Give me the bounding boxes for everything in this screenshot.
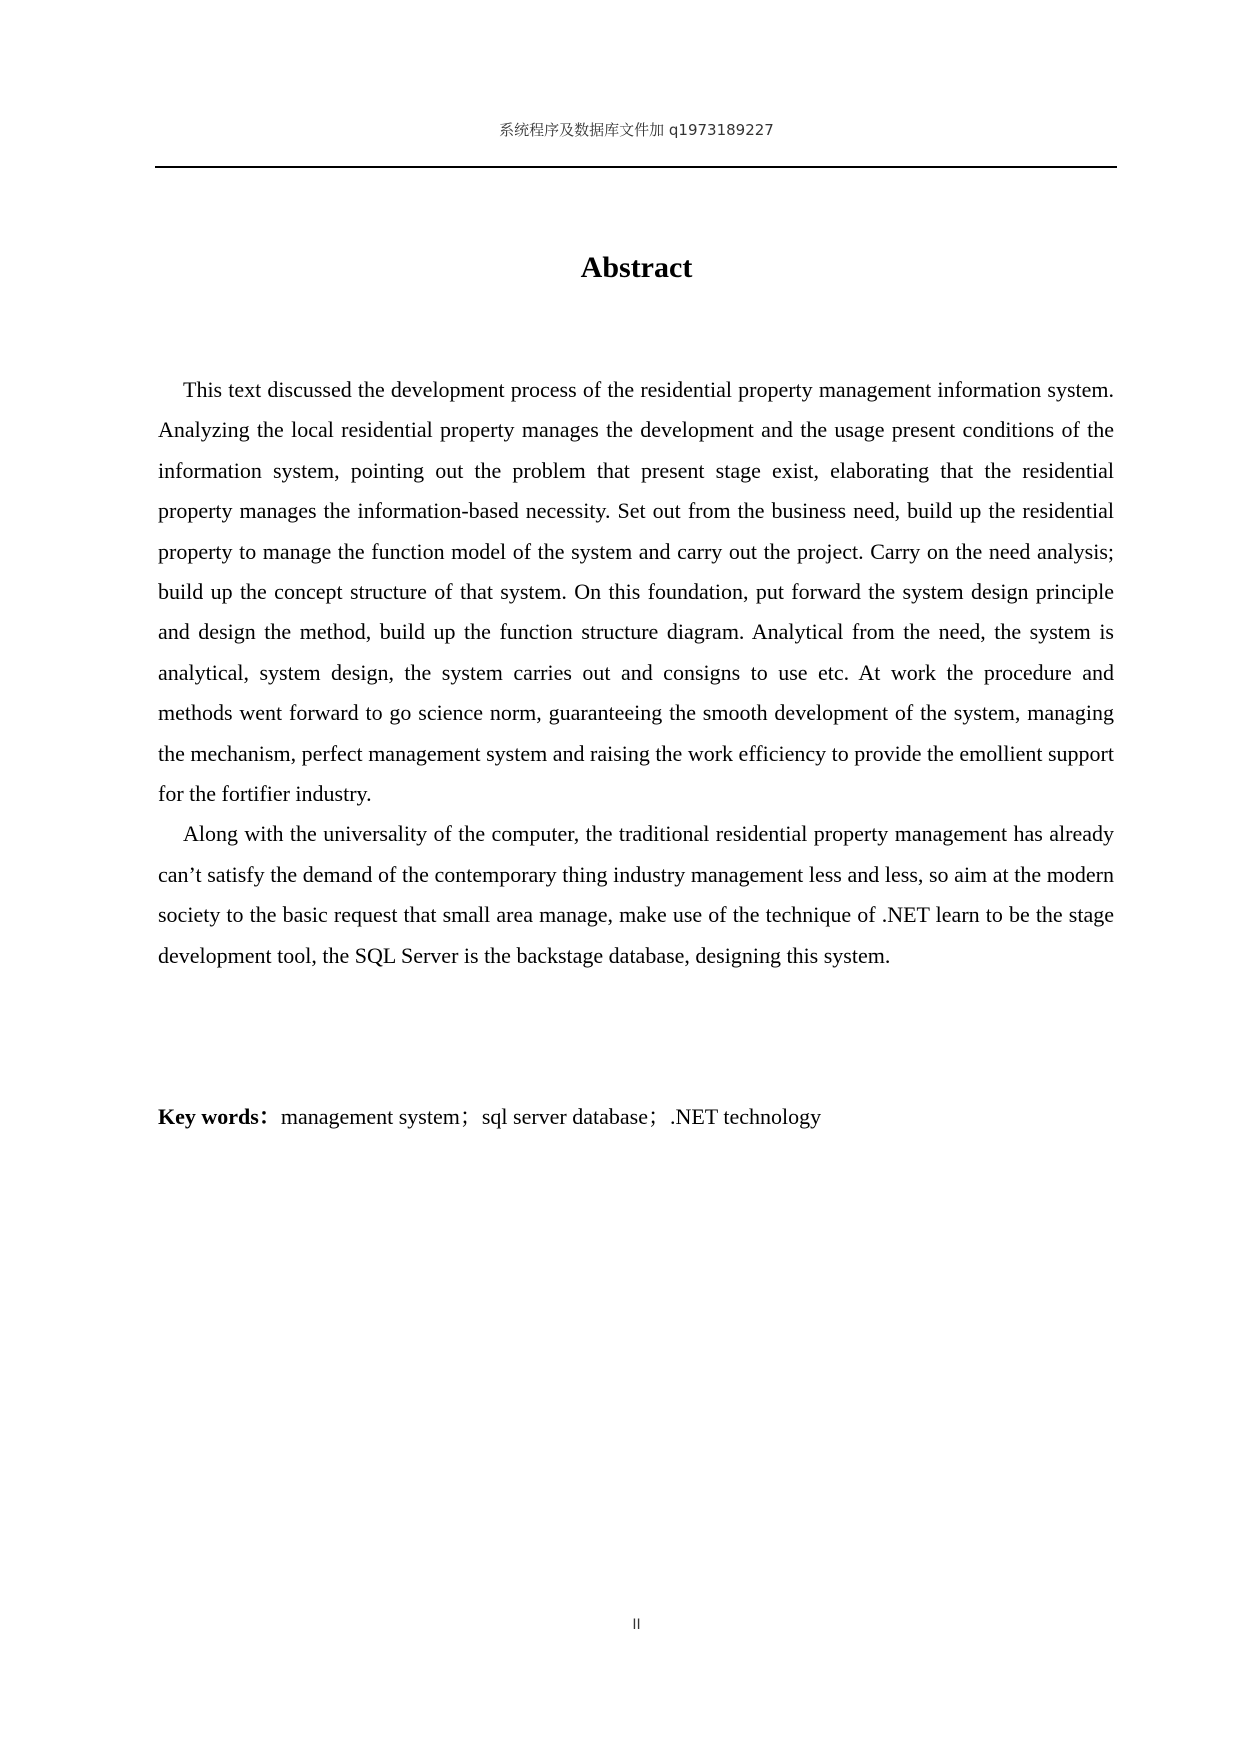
running-header: 系统程序及数据库文件加 q1973189227 [499, 121, 774, 139]
abstract-paragraph-2: Along with the universality of the computer, the traditional residential property management has already can’t satisfy the demand of the contemporary thing industry management less and less, so aim at the modern society to the basic request that small area manage, make use of the technique of .NET learn to be the stage development tool, the SQL Server is the backstage database, designing this system. [158, 821, 1114, 968]
page-number: II [632, 1617, 641, 1633]
keywords-label: Key words： [158, 1104, 281, 1129]
abstract-paragraph-1: This text discussed the development process of the residential property management information system. Analyzing the local residential property manages the development and the usage present conditions of the information system, pointing out the problem that present stage exist, elaborating that the residential property manages the information-based necessity. Set out from the business need, build up the residential property to manage the function model of the system and carry out the project. Carry on the need analysis; build up the concept structure of that system. On this foundation, put forward the system design principle and design the method, build up the function structure diagram. Analytical from the need, the system is analytical, system design, the system carries out and consigns to use etc. At work the procedure and methods went forward to go science norm, guaranteeing the smooth development of the system, managing the mechanism, perfect management system and raising the work efficiency to provide the emollient support for the fortifier industry. [158, 377, 1114, 807]
abstract-body [158, 370, 1114, 976]
header-rule [155, 166, 1117, 168]
keywords-values: management system；sql server database；.NET technology [280, 1104, 822, 1129]
page-title: Abstract [580, 251, 693, 284]
keywords-line [158, 1097, 1114, 1137]
